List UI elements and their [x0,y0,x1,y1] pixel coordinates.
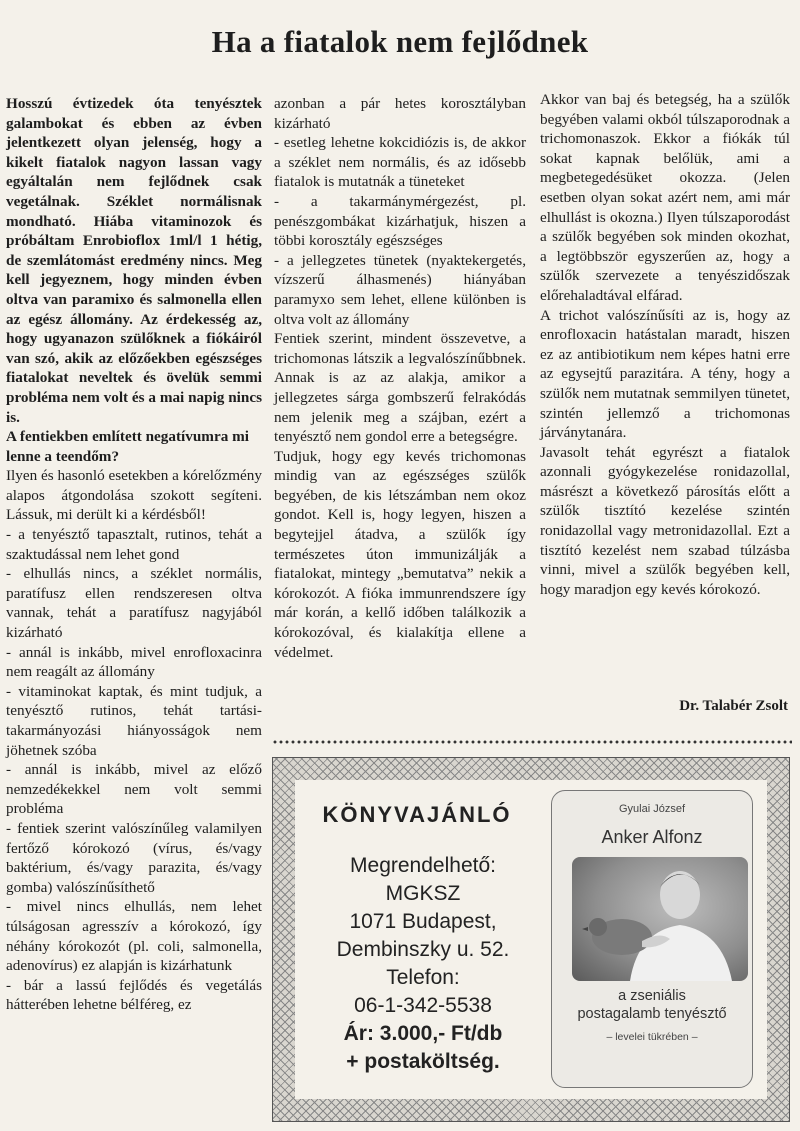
paragraph: Akkor van baj és betegség, ha a szülők begyében valami okból túlszaporodnak a trichomonaszok. Ekkor a fiókák túl sokat kapnak belőlük, ami a megbetegedésüket okozza. (Jelen esetben olyan sokat azért nem, ami már elhullást is okozna.) Ilyen túlszaporodást a szülők begyében sok minden okozhat, a legtöbbször egyszerűen az, hogy a szülők szervezete a tenyészidőszak előrehaladtával elfárad. [540,91,790,304]
ad-line: MGKSZ [385,882,461,905]
book-subtitle-line: postagalamb tenyésztő [577,1006,727,1022]
bullet-item: - fentiek szerint valószínűleg valamilyen fertőző kórokozó (vírus, és/vagy baktérium, és/vagy parazita, és/vagy gomba) valószínűsíthető [6,819,262,896]
ad-line: Dembinszky u. 52. [336,938,510,961]
bullet-item: - elhullás nincs, a széklet normális, paratífusz ellen rendszeresen oltva vannak, tehát a paratífusz nagyjából kizárható [6,565,262,642]
bullet-item: - bár a lassú fejlődés és vegetálás hátterében lehetne bélféreg, ez [6,976,262,1014]
ad-price [303,1020,543,1076]
bullet-item: - annál is inkább, mivel az előző nemzedékekkel nem volt semmi probléma [6,761,262,818]
author-signature: Dr. Talabér Zsolt [679,698,788,714]
book-note: – levelei tükrében – [606,1031,698,1043]
price-line: Ár: 3.000,- Ft/db [343,1022,503,1045]
bullet-item: - annál is inkább, mivel enrofloxacinra nem reagált az állomány [6,643,262,681]
column-1 [6,94,262,1015]
column-2 [274,94,526,662]
man-with-pigeon-image [572,857,748,981]
cover-photo [572,857,748,981]
ad-title: KÖNYVAJÁNLÓ [322,802,512,827]
paragraph: A trichot valószínűsíti az is, hogy az enrofloxacin hatástalan maradt, hiszen ez az antibiotikum nem képes hatni erre az egysejtű parazitára. A tény, hogy a szülők nem mutatnak semmilyen tünetet, szintén jellemző a trichomonas járványtanára. [540,306,790,442]
ad-line: Megrendelhető: [350,854,496,877]
article-title: Ha a fiatalok nem fejlődnek [211,24,589,59]
book-ad-inner [295,780,767,1099]
book-title: Anker Alfonz [601,827,703,847]
paragraph: - a takarmánymérgezést, pl. penészgombákat kizárhatjuk, hiszen a többi korosztály egészséges [274,192,526,250]
book-ad-box [272,757,790,1122]
paragraph: - esetleg lehetne kokcidiózis is, de akkor a széklet nem normális, és az idősebb fiatalok is mutatnák a tüneteket [274,134,526,191]
price-line: + postaköltség. [346,1050,500,1073]
ad-line: 06-1-342-5538 [354,994,492,1017]
book-author: Gyulai József [618,803,686,815]
paragraph: Fentiek szerint, mindent összevetve, a trichomonas látszik a legvalószínűbbnek. Annak is az az alakja, amikor a jellegzetes sárga gombszerű felrakódás nem jelenik meg a szájban, ezért a tenyésztő nem gondol erre a betegségre. [274,330,526,446]
book-subtitle-line: a zseniális [618,988,686,1004]
bullet-item: - vitaminokat kaptak, és mint tudjuk, a tenyésztő rutinos, tehát tartási-takarmányozási hiányosságok nem jöhetnek szóba [6,682,262,759]
ad-line: 1071 Budapest, [349,910,497,933]
bullet-item: - a tenyésztő tapasztalt, rutinos, tehát a szaktudással nem lehet gond [6,526,262,563]
paragraph: - a jellegzetes tünetek (nyaktekergetés, vízszerű álhasmenés) hiányában paramyxo sem lehet, ellene különben is oltva volt az állomány [274,251,526,328]
bullet-item: - mivel nincs elhullás, nem lehet túlságosan agresszív a kórokozó, így néhány kórokozót (pl. coli, salmonella, adenovírus) ez alapján is kizárhatunk [6,898,262,975]
book-cover [551,790,753,1088]
reader-question: Hosszú évtizedek óta tenyésztek galambokat és ebben az évben jelentkezett olyan jelenség, hogy a kikelt fiatalok nagyon lassan vagy egyáltalán nem fejlődnek csak vegetálnak. Széklet normálisnak mondható. Hiába vitaminozok és próbáltam Enrobioflox 1ml/l 1 hétig, de szemlátomást eredmény nincs. Meg kell jegyeznem, hogy minden évben oltva van paramixo és salmonella ellen az egész állomány. Az érdekesség az, hogy ugyanazon szülőknek a fiókáiról van szó, akik az előzőekben egészséges fiatalokat neveltek és övelük semmi probléma nem volt és a mai napig nincs is. [6,95,262,426]
book-subtitle [552,987,752,1023]
paragraph: Javasolt tehát egyrészt a fiatalok azonnali gyógykezelése ronidazollal, másrészt a következő párosítás előtt a szülők tisztító kezelése szintén ronidazollal vagy metronidazollal. Ezt a tisztító kezelést nem szabad túlzásba vinni, mivel a szülők begyében kell, hogy maradjon egy kevés kórokozó. [540,443,790,598]
ad-line: Telefon: [386,966,460,989]
column-3 [540,90,790,599]
dotted-divider [272,739,792,745]
question-heading: A fentiekben említett negatívumra mi lenne a teendőm? [6,428,249,465]
ad-order-info [303,852,543,1020]
paragraph: azonban a pár hetes korosztályban kizárható [274,95,526,132]
paragraph: Tudjuk, hogy egy kevés trichomonas mindig van az egészséges szülők begyében, de kis létszámban nem okoz gondot. Kell is, hogy legyen, hiszen a begytejjel átadva, a szülők így természetes úton immunizálják a fiatalokat, mintegy „bemutatva” nekik a kórokozót. A fióka immunrendszere így már korán, a kellő időben találkozik a kórokozóval, és kialakítja ellene a védelmet. [274,447,526,661]
answer-intro: Ilyen és hasonló esetekben a kórelőzmény alapos átgondolása szokott segíteni. Lássuk, mi derült ki a kérdésből! [6,467,262,524]
